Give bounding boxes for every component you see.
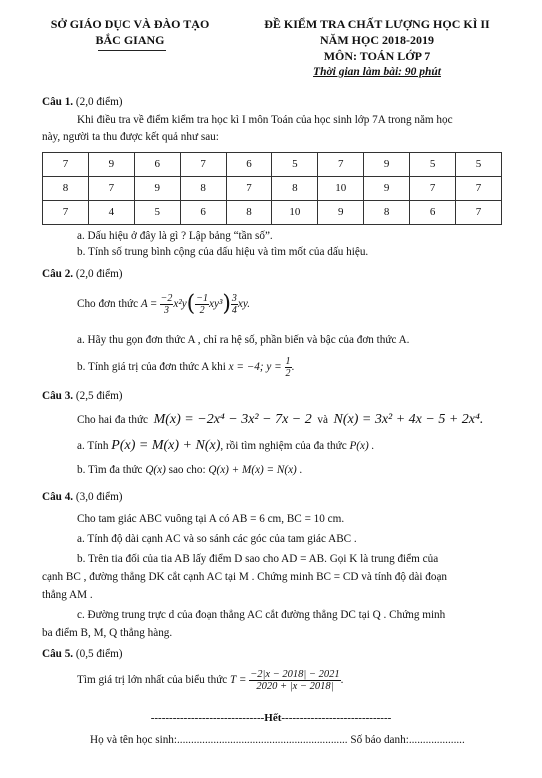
q2-term3: xy. [237,298,251,311]
table-cell: 9 [364,177,410,201]
table-cell: 8 [272,177,318,201]
q2-frac2: $\frac{-1}{2}$ [196,293,209,316]
table-cell: 9 [88,153,134,177]
table-cell: 7 [88,177,134,201]
q5-points: (0,5 điểm) [75,648,123,660]
province-name: BẮC GIANG [95,33,165,47]
q5-heading [42,648,123,661]
q4-heading [42,491,123,504]
table-cell: 7 [456,201,502,225]
q2-lead: Cho đơn thức [77,298,139,311]
table-cell: 7 [180,153,226,177]
table-cell: 9 [318,201,364,225]
q4-line2: a. Tính độ dài cạnh AC và so sánh các góc của tam giác ABC . [77,533,357,545]
q3-part-b: b. Tìm đa thức Q(x) sao cho: Q(x) + M(x) = N(x) . [77,464,303,476]
subject: MÔN: TOÁN LỚP 7 [323,49,431,63]
table-cell: 7 [410,177,456,201]
end-marker: -------------------------------Hết------------------------------ [150,712,392,724]
q4-line4: cạnh BC , đường thẳng DK cắt cạnh AC tại M . Chứng minh BC = CD và tính độ dài đoạn [42,571,447,583]
q5-title: Câu 5. [42,648,74,660]
q4-line6: c. Đường trung trực d của đoạn thẳng AC cắt đường thẳng DC tại Q . Chứng minh [77,609,446,621]
header-right [232,16,522,80]
q3-part-a: a. Tính P(x) = M(x) + N(x), rồi tìm nghiệm của đa thức P(x) . [77,438,375,453]
table-cell: 8 [226,201,272,225]
table-cell: 5 [134,201,180,225]
q2-eq: = [150,298,157,311]
table-cell: 6 [410,201,456,225]
table-row [43,201,502,225]
table-cell: 7 [43,201,89,225]
table-cell: 8 [43,177,89,201]
q3-N: N(x) = 3x² + 4x − 5 + 2x⁴. [333,412,484,427]
table-cell: 6 [226,153,272,177]
table-cell: 7 [43,153,89,177]
table-cell: 6 [180,201,226,225]
q5-expression: Tìm giá trị lớn nhất của biểu thức T = $\frac{-2|x - 2018| - 2021}{2020 + |x - 2018|}$ . [77,668,344,692]
q2-heading [42,268,123,281]
q3-title: Câu 3. [42,390,74,402]
q3-M: M(x) = −2x⁴ − 3x² − 7x − 2 [153,412,312,427]
table-cell: 8 [180,177,226,201]
q4-line7: ba điểm B, M, Q thẳng hàng. [42,627,173,639]
table-cell: 7 [456,177,502,201]
table-cell: 5 [456,153,502,177]
table-cell: 6 [134,153,180,177]
header-left-underline [98,50,166,51]
score-table [42,152,502,225]
department-name: SỞ GIÁO DỤC VÀ ĐÀO TẠO [50,17,210,31]
q2-term1: x²y [173,298,187,311]
q4-line3: b. Trên tia đối của tia AB lấy điểm D sao cho AD = AB. Gọi K là trung điểm của [77,553,439,565]
q3-polynomials: Cho hai đa thức M(x) = −2x⁴ − 3x² − 7x − 2 và N(x) = 3x² + 4x − 5 + 2x⁴. [77,412,484,427]
table-cell: 9 [364,153,410,177]
table-cell: 7 [318,153,364,177]
q3-heading [42,390,123,403]
q2-part-a: a. Hãy thu gọn đơn thức A , chỉ ra hệ số, phần biến và bậc của đơn thức A. [77,334,410,346]
q3-points: (2,5 điểm) [75,390,123,402]
q5-fraction: $\frac{-2|x - 2018| - 2021}{2020 + |x - 2018|}$ [250,668,340,692]
table-row [43,153,502,177]
q4-points: (3,0 điểm) [75,491,123,503]
q1-title: Câu 1. [42,96,74,108]
school-year: NĂM HỌC 2018-2019 [320,33,434,47]
q2-points: (2,0 điểm) [75,268,123,280]
table-row [43,177,502,201]
q1-intro-line1: Khi điều tra về điểm kiểm tra học kì I môn Toán của học sinh lớp 7A trong năm học [77,114,453,126]
q2-term2: xy³ [209,298,223,311]
exam-title: ĐỀ KIỂM TRA CHẤT LƯỢNG HỌC KÌ II [264,17,490,31]
table-cell: 5 [272,153,318,177]
q1-intro-line2: này, người ta thu được kết quả như sau: [42,131,219,143]
q2-A: A [140,298,148,311]
q2-monomial: Cho đơn thức A = $\frac{-2}{3}$ x²y( $\frac{-1}{2}$ xy³) $\frac{3}{4}$ xy. [77,291,251,317]
q4-line1: Cho tam giác ABC vuông tại A có AB = 6 cm, BC = 10 cm. [77,513,345,525]
q2-b-frac: $\frac{1}{2}$ [285,356,291,379]
table-cell: 5 [410,153,456,177]
table-cell: 8 [364,201,410,225]
q1-points: (2,0 điểm) [75,96,123,108]
table-cell: 9 [134,177,180,201]
q2-part-b: b. Tính giá trị của đơn thức A khi x = −4; y = $\frac{1}{2}$ . [77,356,295,379]
q2-frac3: $\frac{3}{4}$ [231,293,237,316]
table-cell: 10 [318,177,364,201]
table-cell: 4 [88,201,134,225]
student-info-line: Họ và tên học sinh:............................................................. Số báo danh:.................... [90,734,465,746]
q4-title: Câu 4. [42,491,74,503]
q4-line5: thẳng AM . [42,589,93,601]
header-left [30,16,230,48]
table-cell: 10 [272,201,318,225]
time-allowed: Thời gian làm bài: 90 phút [313,66,441,78]
q1-part-a: a. Dấu hiệu ở đây là gì ? Lập bảng “tần số”. [77,230,273,242]
q2-frac1: $\frac{-2}{3}$ [160,293,173,316]
q1-part-b: b. Tính số trung bình cộng của dấu hiệu và tìm mốt của dấu hiệu. [77,246,369,258]
q2-title: Câu 2. [42,268,74,280]
table-cell: 7 [226,177,272,201]
q1-heading [42,96,123,109]
